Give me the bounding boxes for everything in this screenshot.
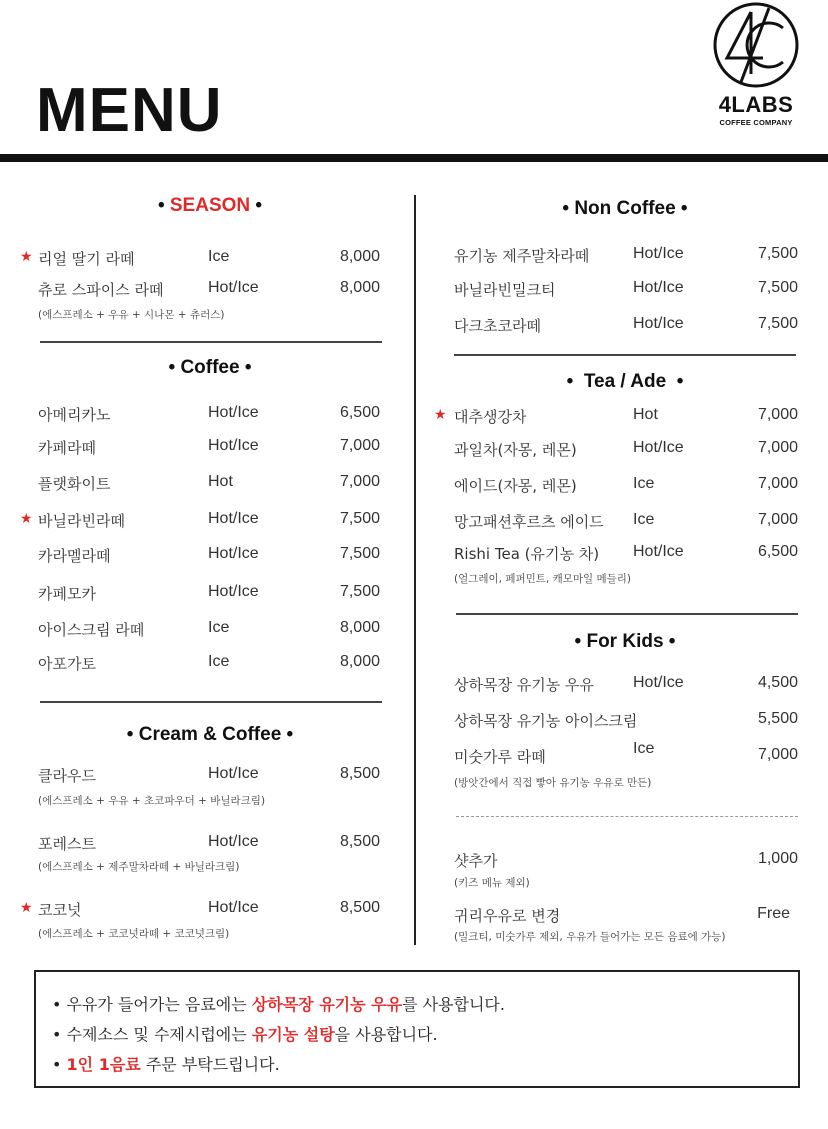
menu-item: 코코넛 Hot/Ice 8,500 (38, 899, 380, 919)
menu-item: 플랫화이트 Hot 7,000 (38, 473, 380, 493)
menu-item: 대추생강차 Hot 7,000 (454, 406, 798, 426)
section-title-tea: • Tea / Ade • (566, 371, 684, 392)
brand-logo (706, 0, 806, 127)
item-note: (방앗간에서 직접 빻아 유기농 우유로 만든) (454, 777, 652, 789)
column-divider (414, 195, 416, 945)
menu-item: 클라우드 Hot/Ice 8,500 (38, 765, 380, 785)
notice-line: • 1인 1음료 주문 부탁드립니다. (52, 1055, 280, 1074)
menu-item: 포레스트 Hot/Ice 8,500 (38, 833, 380, 853)
section-title-noncoffee: • Non Coffee • (562, 198, 688, 219)
menu-item: 미숫가루 라떼 Ice 7,000 (454, 740, 798, 766)
notice-line: • 우유가 들어가는 음료에는 상하목장 유기농 우유를 사용합니다. (52, 995, 505, 1014)
menu-item: 상하목장 유기농 우유 Hot/Ice 4,500 (454, 674, 798, 694)
section-title-season: • SEASON • (157, 195, 263, 216)
section-divider (40, 701, 382, 703)
menu-item: 카페라떼 Hot/Ice 7,000 (38, 437, 380, 457)
dashed-divider (456, 816, 798, 817)
menu-item: 망고패션후르츠 에이드 Ice 7,000 (454, 511, 798, 531)
menu-item: 바닐라빈라떼 Hot/Ice 7,500 (38, 510, 380, 530)
extra-item: 샷추가 1,000 (454, 850, 798, 870)
star-icon: ★ (20, 900, 33, 916)
item-note: (에스프레소 + 우유 + 시나몬 + 츄러스) (38, 309, 225, 321)
menu-item: 다크초코라떼 Hot/Ice 7,500 (454, 315, 798, 335)
item-note: (얼그레이, 페퍼민트, 캐모마일 메들리) (454, 573, 632, 585)
section-divider (454, 354, 796, 356)
item-note: (에스프레소 + 코코넛라떼 + 코코넛크림) (38, 928, 230, 940)
menu-item: 상하목장 유기농 아이스크림 5,500 (454, 710, 798, 730)
logo-name: 4LABS (718, 92, 794, 117)
menu-item: 과일차(자몽, 레몬) Hot/Ice 7,000 (454, 439, 798, 459)
menu-item: 카페모카 Hot/Ice 7,500 (38, 583, 380, 603)
header-rule (0, 154, 828, 162)
logo-mark-icon (711, 0, 801, 90)
item-note: (키즈 메뉴 제외) (454, 877, 530, 889)
section-title-cream: • Cream & Coffee • (126, 724, 294, 745)
section-title-coffee: • Coffee • (168, 357, 252, 378)
item-note: (에스프레소 + 우유 + 초코파우더 + 바닐라크림) (38, 795, 266, 807)
menu-item: 유기농 제주말차라떼 Hot/Ice 7,500 (454, 245, 798, 265)
menu-item: 츄로 스파이스 라떼 Hot/Ice 8,000 (38, 279, 380, 299)
item-note: (밀크티, 미숫가루 제외, 우유가 들어가는 모든 음료에 가능) (454, 931, 726, 943)
section-divider (456, 613, 798, 615)
menu-item: 리얼 딸기 라떼 Ice 8,000 (38, 248, 380, 268)
menu-item: 아이스크림 라떼 Ice 8,000 (38, 619, 380, 639)
menu-item: 카라멜라떼 Hot/Ice 7,500 (38, 545, 380, 565)
item-note: (에스프레소 + 제주말차라떼 + 바닐라크림) (38, 861, 240, 873)
star-icon: ★ (20, 249, 33, 265)
star-icon: ★ (20, 511, 33, 527)
menu-item: Rishi Tea (유기농 차) Hot/Ice 6,500 (454, 543, 798, 563)
notice-line: • 수제소스 및 수제시럽에는 유기농 설탕을 사용합니다. (52, 1025, 438, 1044)
notice-box (34, 970, 800, 1088)
menu-item: 아포가토 Ice 8,000 (38, 653, 380, 673)
logo-subtitle: COFFEE COMPANY (719, 118, 793, 127)
extra-item: 귀리우유로 변경 Free (454, 905, 790, 925)
section-divider (40, 341, 382, 343)
star-icon: ★ (434, 407, 447, 423)
section-title-kids: • For Kids • (574, 631, 676, 652)
menu-item: 아메리카노 Hot/Ice 6,500 (38, 404, 380, 424)
menu-item: 에이드(자몽, 레몬) Ice 7,000 (454, 475, 798, 495)
page-title: MENU (36, 76, 223, 145)
menu-item: 바닐라빈밀크티 Hot/Ice 7,500 (454, 279, 798, 299)
